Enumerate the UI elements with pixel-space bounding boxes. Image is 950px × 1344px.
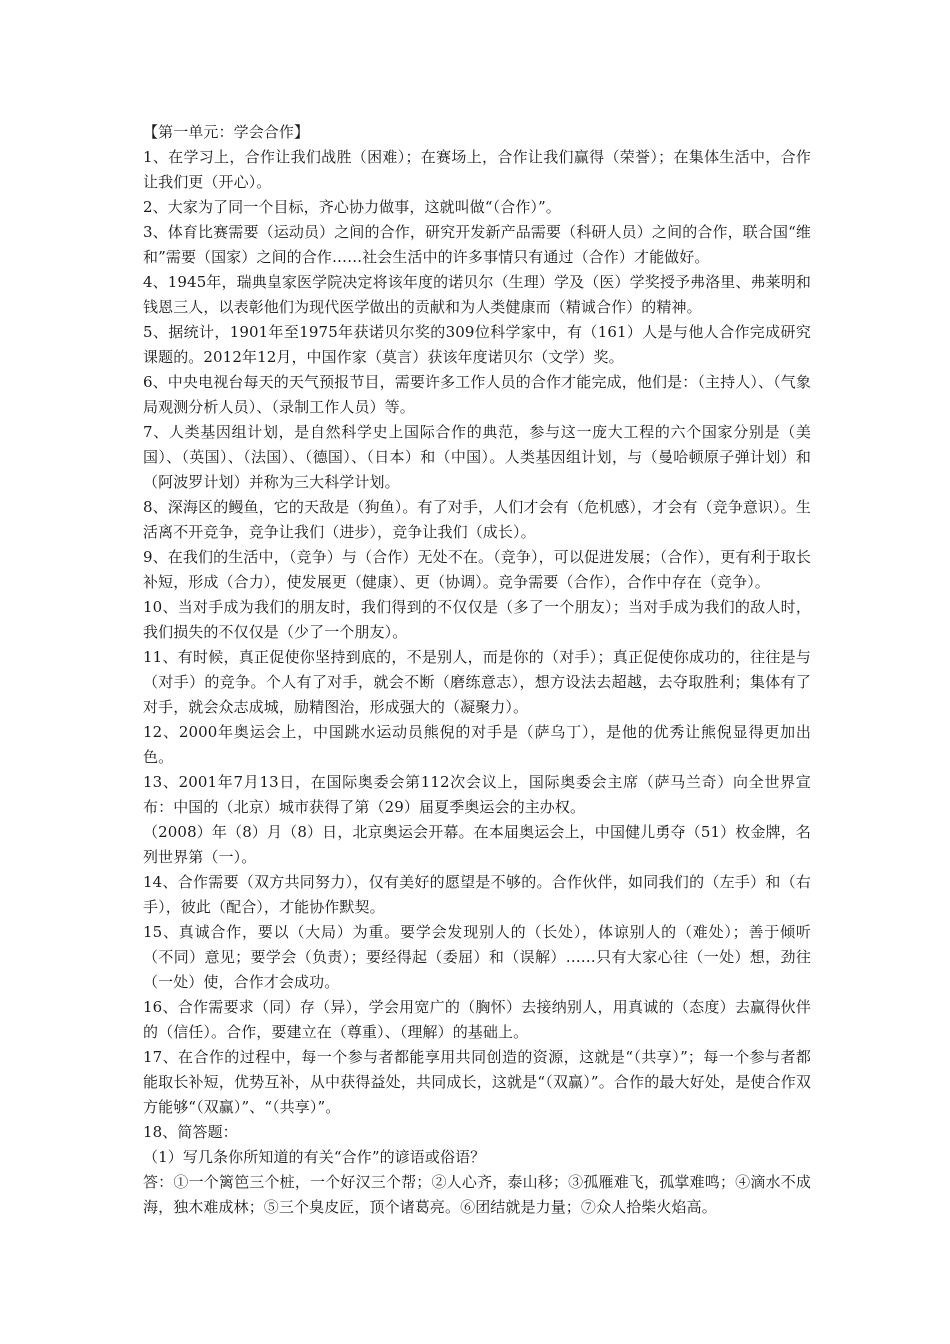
item-3: 3、体育比赛需要（运动员）之间的合作，研究开发新产品需要（科研人员）之间的合作，联合国“维和”需要（国家）之间的合作……社会生活中的许多事情只有通过（合作）才能做好。 (143, 223, 811, 266)
item-2: 2、大家为了同一个目标，齐心协力做事，这就叫做“（合作）”。 (143, 198, 561, 216)
item-17: 17、在合作的过程中，每一个参与者都能享用共同创造的资源，这就是“（共享）”；每一个参与者都能取长补短，优势互补，从中获得益处，共同成长，这就是“（双赢）”。合作的最大好处，是使合作双方能够“（双赢）”、“（共享）”。 (143, 1048, 811, 1116)
item-1: 1、在学习上，合作让我们战胜（困难）；在赛场上，合作让我们赢得（荣誉）；在集体生活中，合作让我们更（开心）。 (143, 148, 811, 191)
answer-1: 答：①一个篱笆三个桩，一个好汉三个帮；②人心齐，泰山移；③孤雁难飞，孤掌难鸣；④滴水不成海，独木难成林；⑤三个臭皮匠，顶个诸葛亮。⑥团结就是力量；⑦众人拾柴火焰高。 (143, 1173, 811, 1216)
item-16: 16、合作需要求（同）存（异），学会用宽广的（胸怀）去接纳别人，用真诚的（态度）去赢得伙伴的（信任）。合作，要建立在（尊重）、（理解）的基础上。 (143, 998, 811, 1041)
item-13: 13、2001年7月13日，在国际奥委会第112次会议上，国际奥委会主席（萨马兰奇）向全世界宣布：中国的（北京）城市获得了第（29）届夏季奥运会的主办权。 (143, 773, 811, 816)
item-10: 10、当对手成为我们的朋友时，我们得到的不仅仅是（多了一个朋友）；当对手成为我们的敌人时，我们损失的不仅仅是（少了一个朋友）。 (143, 598, 811, 641)
item-11: 11、有时候，真正促使你坚持到底的，不是别人，而是你的（对手）；真正促使你成功的，往往是与（对手）的竞争。个人有了对手，就会不断（磨练意志），想方设法去超越，去夺取胜利；集体有了对手，就会众志成城，励精图治，形成强大的（凝聚力）。 (143, 648, 811, 716)
item-8: 8、深海区的鳗鱼，它的天敌是（狗鱼）。有了对手，人们才会有（危机感），才会有（竞争意识）。生活离不开竞争，竞争让我们（进步），竞争让我们（成长）。 (143, 498, 811, 541)
item-5: 5、据统计，1901年至1975年获诺贝尔奖的309位科学家中，有（161）人是与他人合作完成研究课题的。2012年12月，中国作家（莫言）获该年度诺贝尔（文学）奖。 (143, 323, 811, 366)
item-9: 9、在我们的生活中，（竞争）与（合作）无处不在。（竞争），可以促进发展；（合作），更有利于取长补短，形成（合力），使发展更（健康）、更（协调）。竞争需要（合作），合作中存在（竞争）。 (143, 548, 811, 591)
question-1: （1）写几条你所知道的有关“合作”的谚语或俗语？ (143, 1148, 486, 1166)
item-7: 7、人类基因组计划，是自然科学史上国际合作的典范，参与这一庞大工程的六个国家分别是（美国）、（英国）、（法国）、（德国）、（日本）和（中国）。人类基因组计划，与（曼哈顿原子弹计划）和（阿波罗计划）并称为三大科学计划。 (143, 423, 811, 491)
item-4: 4、1945年，瑞典皇家医学院决定将该年度的诺贝尔（生理）学及（医）学奖授予弗洛里、弗莱明和钱恩三人，以表彰他们为现代医学做出的贡献和为人类健康而（精诚合作）的精神。 (143, 273, 811, 316)
item-6: 6、中央电视台每天的天气预报节目，需要许多工作人员的合作才能完成，他们是：（主持人）、（气象局观测分析人员）、（录制工作人员）等。 (143, 373, 811, 416)
item-12: 12、2000年奥运会上，中国跳水运动员熊倪的对手是（萨乌丁），是他的优秀让熊倪显得更加出色。 (143, 723, 811, 766)
item-15: 15、真诚合作，要以（大局）为重。要学会发现别人的（长处），体谅别人的（难处）；善于倾听（不同）意见；要学会（负责）；要经得起（委屈）和（误解）……只有大家心往（一处）想，劲往（一处）使，合作才会成功。 (143, 923, 811, 991)
item-14: 14、合作需要（双方共同努力），仅有美好的愿望是不够的。合作伙伴，如同我们的（左手）和（右手），彼此（配合），才能协作默契。 (143, 873, 811, 916)
item-13-continued: （2008）年（8）月（8）日，北京奥运会开幕。在本届奥运会上，中国健儿勇夺（51）枚金牌，名列世界第（一）。 (143, 823, 811, 866)
document-page (143, 120, 811, 1220)
item-18: 18、简答题： (143, 1123, 238, 1141)
unit-heading: 【第一单元：学会合作】 (143, 123, 310, 141)
